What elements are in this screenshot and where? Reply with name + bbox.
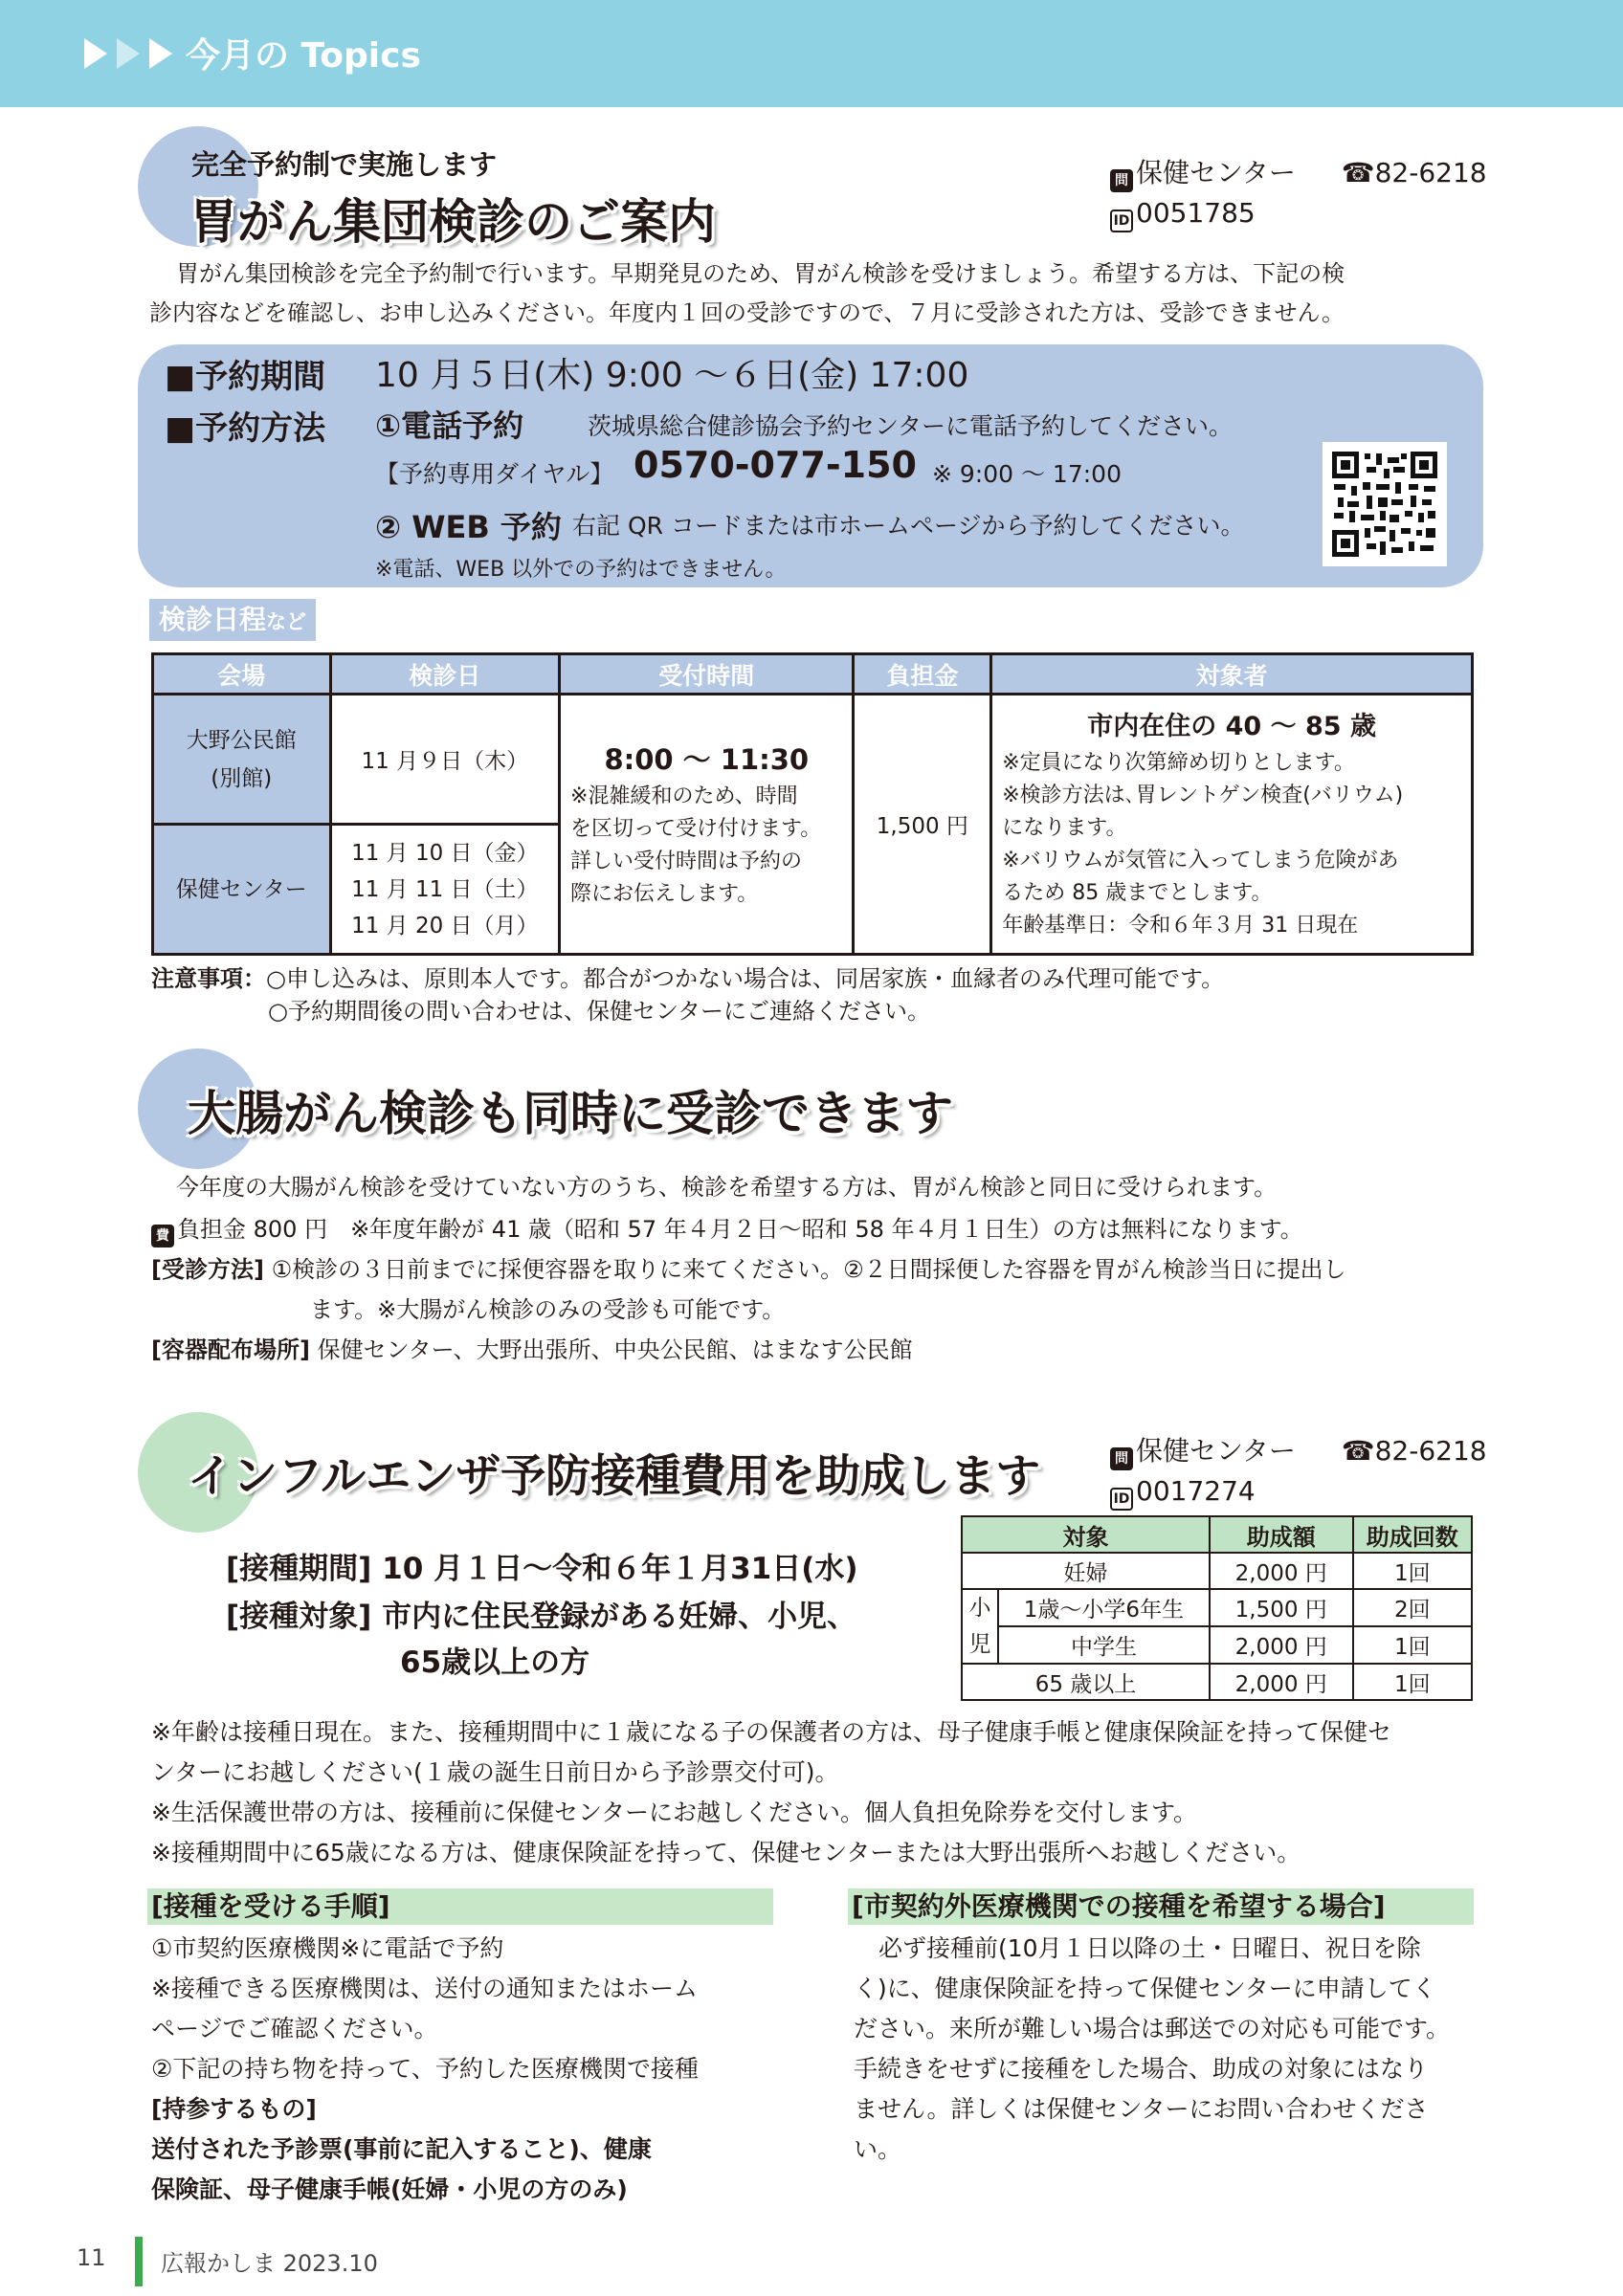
- target-cell: 1歳〜小学6年生: [998, 1589, 1210, 1626]
- reservation-only-note: ※電話、WEB 以外での予約はできません。: [375, 558, 787, 582]
- dial-number: 0570-077-150: [634, 444, 917, 486]
- outside-line: ません。詳しくは保健センターにお問い合わせくださ: [854, 2095, 1429, 2123]
- flu-period: [226, 1544, 858, 1587]
- target-cell: 中学生: [998, 1626, 1210, 1664]
- flu-note-3: ※接種期間中に65歳になる方は、健康保険証を持って、保健センターまたは大野出張所へお越しください。: [151, 1839, 1301, 1866]
- page-header: [0, 0, 1623, 107]
- stomach-subtitle: 完全予約制で実施します: [191, 148, 498, 181]
- phone-icon: ☎: [1341, 157, 1375, 188]
- contact-tel: 82-6218: [1374, 1435, 1487, 1467]
- target-note: になります。: [1002, 815, 1127, 840]
- schedule-table: [151, 652, 1474, 956]
- kid-label: 児: [968, 1632, 991, 1657]
- colon-intro: 今年度の大腸がん検診を受けていない方のうち、検診を希望する方は、胃がん検診と同日に受けられます。: [176, 1174, 1278, 1201]
- schedule-tag-small: など: [266, 610, 307, 633]
- inquiry-icon: 問: [1110, 169, 1133, 192]
- col-header: 会場: [153, 654, 331, 695]
- steps-line: ページでご確認ください。: [151, 2015, 438, 2042]
- venue-name: 大野公民館: [186, 727, 297, 753]
- colon-method-label: [受診方法]: [151, 1256, 264, 1283]
- stomach-intro-2: [149, 294, 1345, 333]
- colon-fee-text: 負担金 800 円 ※年度年齢が 41 歳（昭和 57 年４月２日〜昭和 58 年４月１日生）の方は無料になります。: [177, 1216, 1303, 1243]
- table-header-row: [962, 1516, 1472, 1553]
- target-note: るため 85 歳までとします。: [1002, 880, 1273, 905]
- col-header: 負担金: [854, 654, 991, 695]
- count-cell: 2回: [1353, 1589, 1472, 1626]
- count-cell: 1回: [1353, 1553, 1472, 1589]
- flu-note-1a: ※年齢は接種日現在。また、接種期間中に１歳になる子の保護者の方は、母子健康手帳と健康保険証を持って保健セ: [151, 1718, 1391, 1746]
- time-value: 8:00 〜 11:30: [604, 742, 810, 776]
- col-header: 助成回数: [1353, 1516, 1472, 1553]
- target-note: ※定員になり次第締め切りとします。: [1002, 750, 1355, 775]
- schedule-tag-text: 検診日程: [159, 604, 267, 635]
- flu-title: インフルエンザ予防接種費用を助成します: [188, 1450, 1041, 1503]
- stomach-intro: [176, 254, 1345, 294]
- bring-line: 送付された予診票(事前に記入すること)、健康: [151, 2135, 652, 2163]
- triangle-icon: [117, 38, 140, 69]
- colon-dist-label: [容器配布場所]: [151, 1336, 310, 1363]
- table-row: [962, 1589, 1472, 1626]
- table-row: [962, 1664, 1472, 1700]
- colon-dist: [151, 1330, 913, 1370]
- venue-sub: (別館): [211, 765, 273, 791]
- flu-target-value: 市内に住民登録がある妊婦、小児、: [382, 1600, 857, 1634]
- amount-cell: 1,500 円: [1210, 1589, 1353, 1626]
- kid-label: 小: [968, 1596, 991, 1621]
- time-note: 際にお伝えします。: [570, 881, 759, 906]
- steps-line: ※接種できる医療機関は、送付の通知またはホーム: [151, 1975, 698, 2002]
- colon-method-2: ます。※大腸がん検診のみの受診も可能です。: [310, 1296, 786, 1323]
- triangle-icon: [149, 38, 172, 69]
- phone-method-desc: 茨城県総合健診協会予約センターに電話予約してください。: [588, 412, 1234, 440]
- schedule-tag: [149, 599, 316, 641]
- table-row: [962, 1626, 1472, 1664]
- web-method-label: ② WEB 予約: [375, 509, 562, 545]
- caution-2: ○予約期間後の問い合わせは、保健センターにご連絡ください。: [268, 998, 930, 1025]
- time-cell: [560, 695, 854, 955]
- caution-text: ○申し込みは、原則本人です。都合がつかない場合は、同居家族・血縁者のみ代理可能です。: [266, 965, 1225, 992]
- outside-line: 手続きをせずに接種をした場合、助成の対象にはなり: [854, 2055, 1429, 2083]
- time-note: を区切って受け付けます。: [570, 816, 822, 841]
- flu-note-2: ※生活保護世帯の方は、接種前に保健センターにお越しください。個人負担免除券を交付します。: [151, 1799, 1197, 1826]
- flu-period-label: [接種期間]: [226, 1552, 372, 1586]
- flu-period-value: 10 月１日〜令和６年１月31日(水): [382, 1552, 858, 1586]
- target-title: 市内在住の 40 〜 85 歳: [1087, 711, 1376, 741]
- target-cell: 65 歳以上: [962, 1664, 1210, 1700]
- target-cell: 妊婦: [962, 1553, 1210, 1589]
- inquiry-icon: 問: [1110, 1447, 1133, 1470]
- col-header: 助成額: [1210, 1516, 1353, 1553]
- colon-method: [151, 1249, 1346, 1290]
- col-header: 対象者: [991, 654, 1473, 695]
- colon-method-text: ①検診の３日前までに採便容器を取りに来てください。②２日間採便した容器を胃がん検診当日に提出し: [271, 1256, 1346, 1283]
- date-cell: [330, 825, 560, 955]
- flu-target-label: [接種対象]: [226, 1600, 372, 1634]
- colon-fee: [151, 1209, 1303, 1249]
- phone-icon: ☎: [1341, 1435, 1375, 1467]
- colon-dist-text: 保健センター、大野出張所、中央公民館、はまなす公民館: [317, 1336, 913, 1363]
- stomach-intro-line: 胃がん集団検診を完全予約制で行います。早期発見のため、胃がん検診を受けましょう。希望する方は、下記の検: [176, 260, 1345, 287]
- period-label: ■予約期間: [165, 358, 326, 396]
- contact-org: 保健センター: [1136, 1435, 1296, 1467]
- dial-hours: ※ 9:00 〜 17:00: [932, 460, 1122, 488]
- id-icon: ID: [1110, 210, 1133, 232]
- header-title: 今月の Topics: [186, 36, 421, 76]
- page-number: 11: [77, 2244, 106, 2271]
- outside-line: 必ず接種前(10月１日以降の土・日曜日、祝日を除: [878, 1934, 1421, 1962]
- count-cell: 1回: [1353, 1664, 1472, 1700]
- footer-accent-bar: [135, 2237, 143, 2286]
- outside-title: [市契約外医療機関での接種を希望する場合]: [848, 1888, 1474, 1925]
- flu-contact: [1110, 1431, 1487, 1512]
- phone-method-label: ①電話予約: [375, 408, 524, 444]
- count-cell: 1回: [1353, 1626, 1472, 1664]
- stomach-title: 胃がん集団検診のご案内: [189, 194, 716, 250]
- steps-body: [151, 1929, 699, 2210]
- date-value: 11 月 11 日（土）: [351, 876, 539, 902]
- steps-title: [接種を受ける手順]: [147, 1888, 773, 1925]
- amount-cell: 2,000 円: [1210, 1553, 1353, 1589]
- outside-line: い。: [854, 2135, 902, 2163]
- date-value: 11 月 20 日（月）: [351, 913, 539, 938]
- steps-line: ②下記の持ち物を持って、予約した医療機関で接種: [151, 2055, 699, 2083]
- target-note: ※バリウムが気管に入ってしまう危険があ: [1002, 848, 1399, 872]
- kid-label-cell: [962, 1589, 998, 1664]
- dial-label: 【予約専用ダイヤル】: [375, 460, 614, 488]
- col-header: 受付時間: [560, 654, 854, 695]
- subsidy-table: [961, 1515, 1473, 1701]
- web-method-desc: 右記 QR コードまたは市ホームページから予約してください。: [572, 512, 1245, 540]
- fee-icon: 費: [151, 1225, 174, 1247]
- method-label: ■予約方法: [165, 409, 326, 448]
- outside-line: く)に、健康保険証を持って保健センターに申請してく: [854, 1975, 1436, 2002]
- contact-tel: 82-6218: [1374, 157, 1487, 188]
- target-note: ※検診方法は､胃レントゲン検査(バリウム): [1002, 783, 1404, 807]
- bring-label: [持参するもの]: [151, 2095, 317, 2123]
- venue-cell: 保健センター: [153, 825, 331, 955]
- triangle-icon: [84, 38, 107, 69]
- qr-code-icon: [1332, 452, 1437, 557]
- date-value: 11 月 10 日（金）: [351, 840, 539, 866]
- amount-cell: 2,000 円: [1210, 1626, 1353, 1664]
- steps-line: ①市契約医療機関※に電話で予約: [151, 1934, 504, 1962]
- target-cell: [991, 695, 1473, 955]
- bring-line: 保険証、母子健康手帳(妊婦・小児の方のみ): [151, 2175, 628, 2203]
- contact-org: 保健センター: [1136, 157, 1296, 188]
- target-note: 年齢基準日：令和６年３月 31 日現在: [1002, 913, 1359, 938]
- caution-label: 注意事項：: [151, 965, 266, 992]
- fee-cell: 1,500 円: [854, 695, 991, 955]
- stomach-intro-line: 診内容などを確認し、お申し込みください。年度内１回の受診ですので、７月に受診された方は、受診できません。: [149, 299, 1345, 326]
- amount-cell: 2,000 円: [1210, 1664, 1353, 1700]
- col-header: 対象: [962, 1516, 1210, 1553]
- table-row: [962, 1553, 1472, 1589]
- id-icon: ID: [1110, 1488, 1133, 1511]
- flu-note-1b: ンターにお越しください(１歳の誕生日前日から予診票交付可)。: [151, 1758, 839, 1786]
- flu-target: [226, 1592, 856, 1635]
- time-note: ※混雑緩和のため、時間: [570, 784, 798, 808]
- outside-line: ださい。来所が難しい場合は郵送での対応も可能です。: [854, 2015, 1451, 2042]
- colon-title: 大腸がん検診も同時に受診できます: [188, 1086, 953, 1141]
- table-header-row: [153, 654, 1473, 695]
- period-value: 10 月５日(木) 9:00 〜６日(金) 17:00: [375, 356, 969, 395]
- qr-code[interactable]: [1323, 442, 1447, 566]
- col-header: 検診日: [330, 654, 560, 695]
- contact-id: 0051785: [1136, 197, 1256, 229]
- time-note: 詳しい受付時間は予約の: [570, 849, 803, 873]
- publication-name: 広報かしま 2023.10: [161, 2250, 378, 2277]
- outside-body: [854, 1929, 1450, 2170]
- venue-cell: [153, 695, 331, 825]
- stomach-contact: [1110, 153, 1487, 233]
- flu-target-2: 65歳以上の方: [400, 1645, 590, 1680]
- date-cell: 11 月９日（木）: [330, 695, 560, 825]
- table-row: [153, 695, 1473, 825]
- contact-id: 0017274: [1136, 1475, 1256, 1507]
